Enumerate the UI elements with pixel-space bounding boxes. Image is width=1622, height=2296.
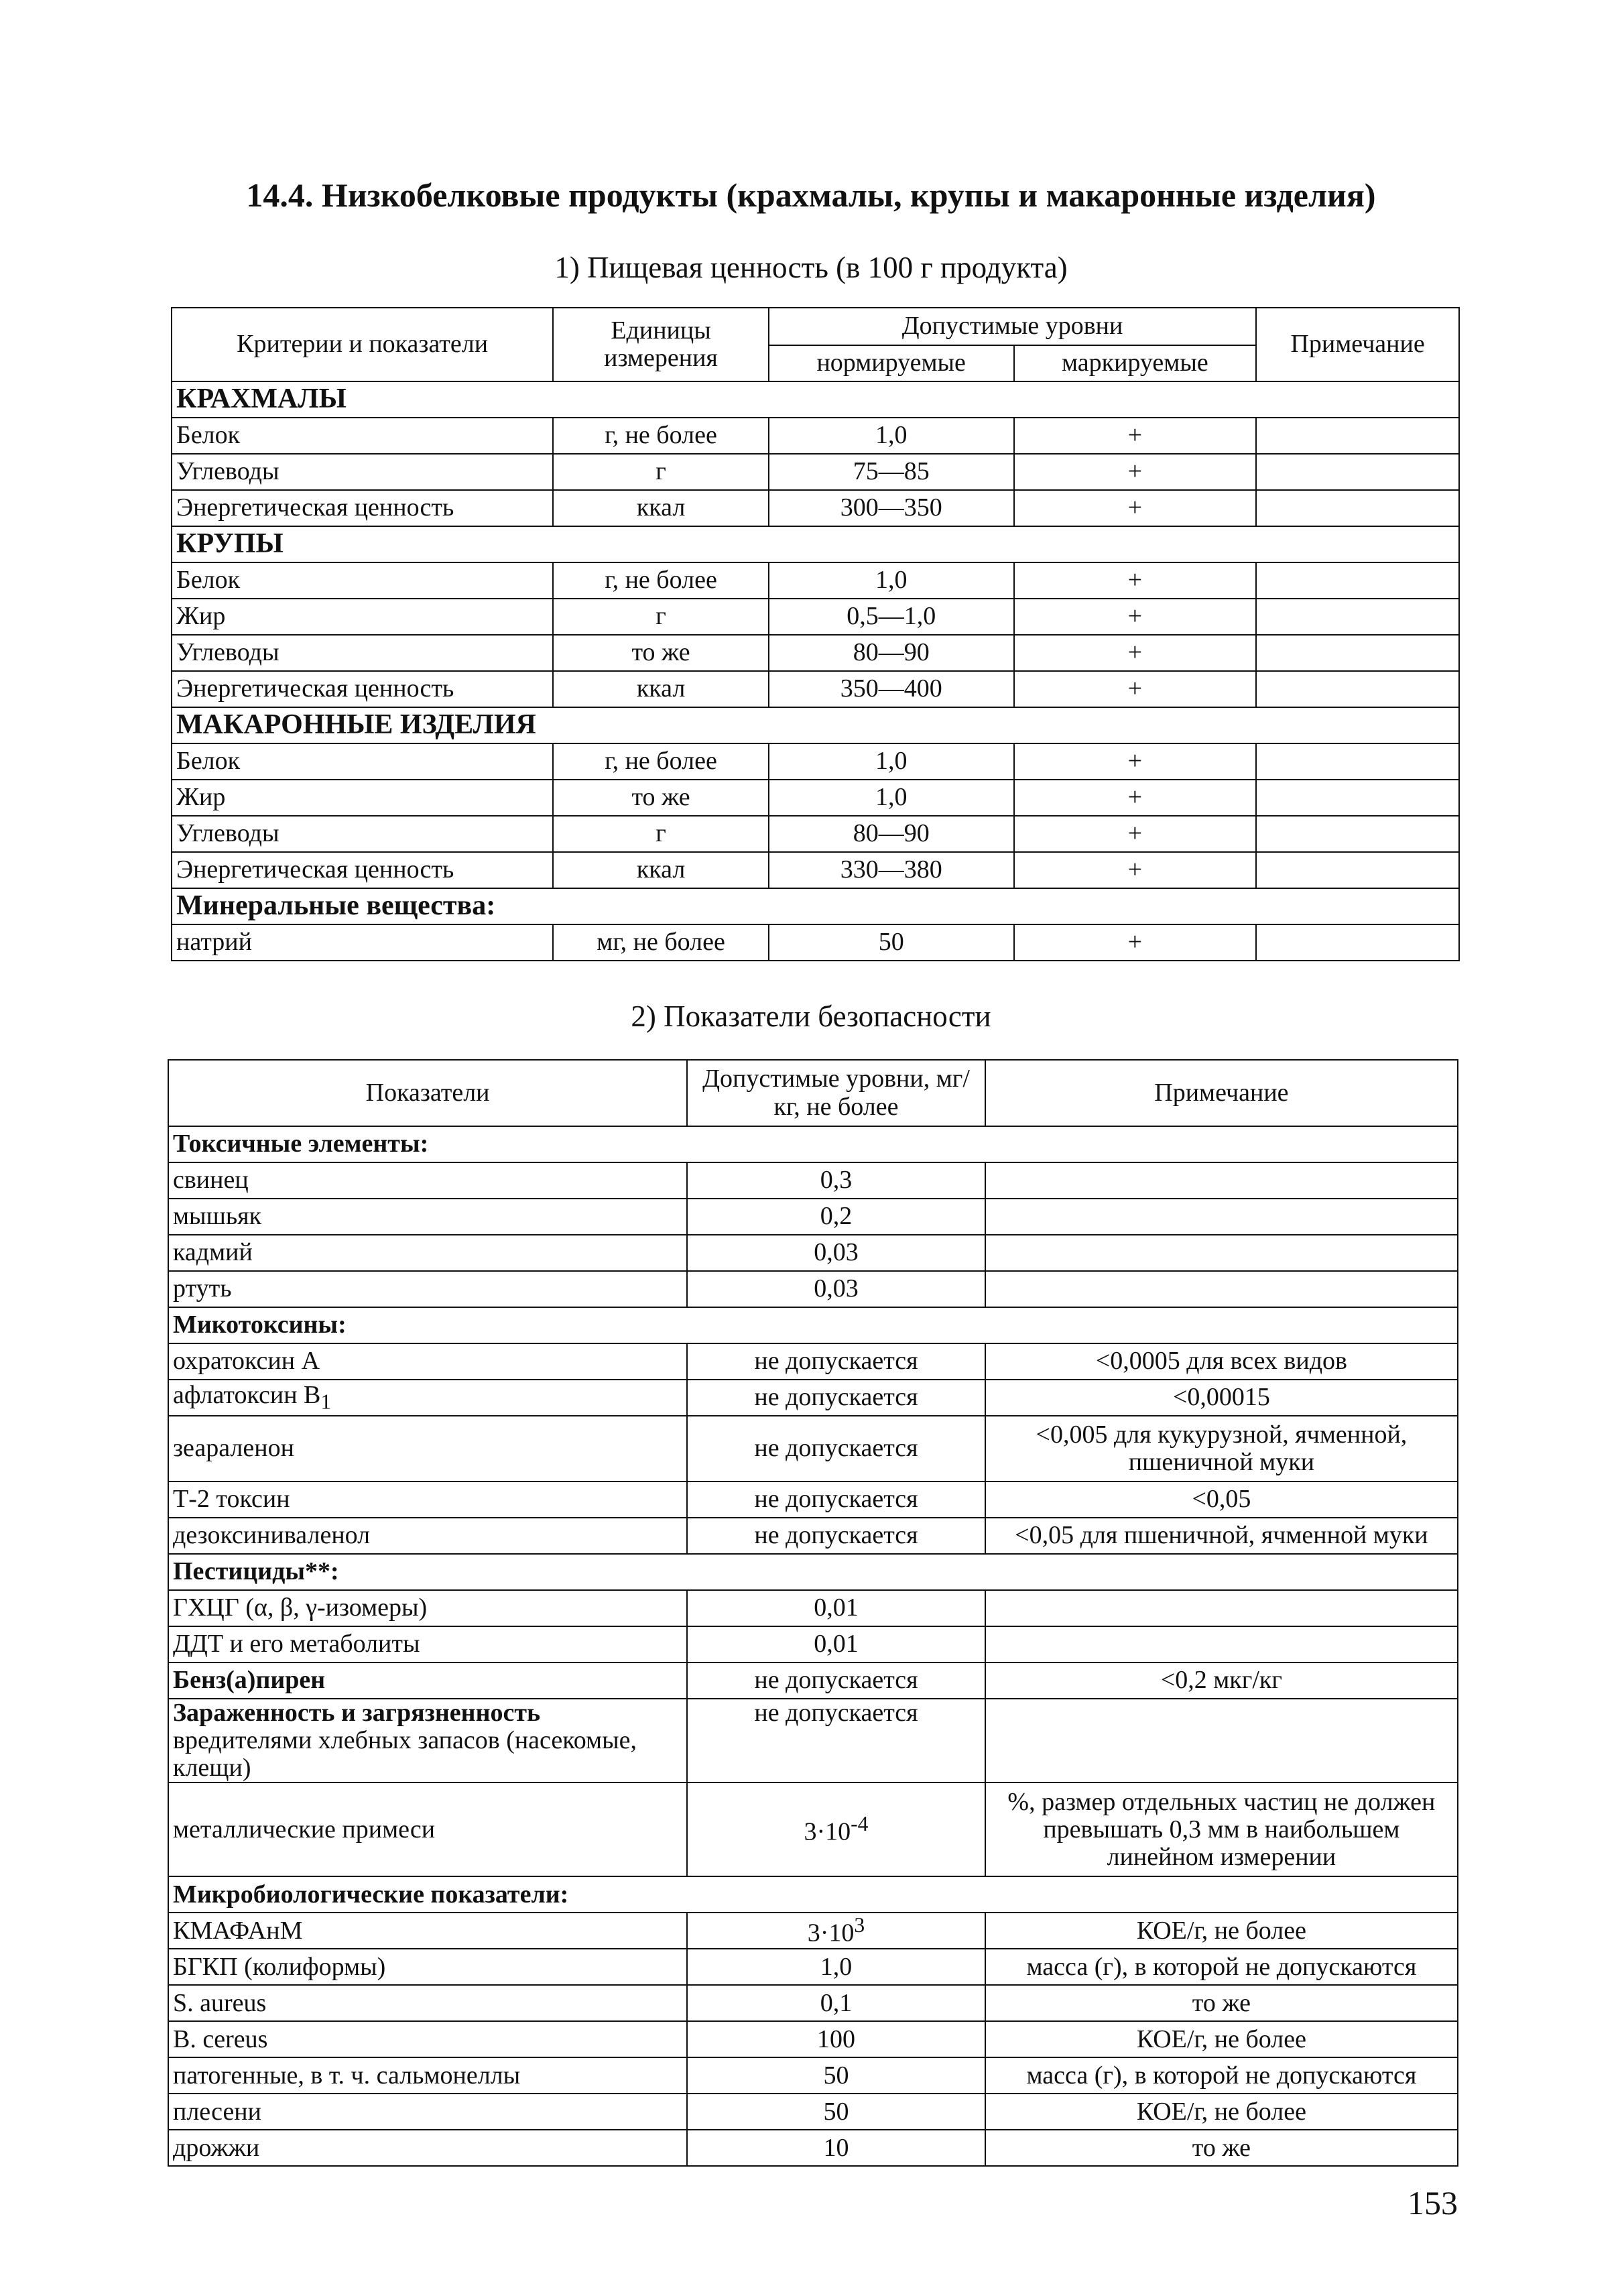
levels-header: Допустимые уровни <box>769 308 1256 345</box>
table-row <box>172 780 1459 816</box>
note-cell: <0,0005 для всех видов <box>985 1343 1458 1380</box>
note-cell <box>1256 454 1459 490</box>
section-row <box>172 888 1459 924</box>
note-cell <box>985 1162 1458 1199</box>
table-row <box>172 743 1459 780</box>
level-cell: не допускается <box>687 1518 985 1554</box>
indicator-cell: Т-2 токсин <box>168 1482 687 1518</box>
page-number: 153 <box>1408 2184 1458 2222</box>
table-row <box>168 2130 1458 2166</box>
table-row <box>168 1626 1458 1663</box>
table-row <box>172 490 1459 526</box>
table2-caption: 2) Показатели безопасности <box>631 1000 991 1033</box>
criterion-cell: Белок <box>172 418 553 454</box>
indicator-bold: Зараженность и загрязненность <box>173 1699 541 1727</box>
level-base: 3·10 <box>807 1919 855 1947</box>
normed-value-cell: 350—400 <box>769 671 1014 707</box>
levels-header: Допустимые уровни, мг/кг, не более <box>687 1060 985 1126</box>
indicator-cell: охратоксин А <box>168 1343 687 1380</box>
indicator-name: афлатоксин B <box>173 1381 321 1410</box>
table-row <box>168 1949 1458 1985</box>
indicator-cell: дезоксиниваленол <box>168 1518 687 1554</box>
note-cell: то же <box>985 2130 1458 2166</box>
table-row <box>172 599 1459 635</box>
table-row <box>168 1271 1458 1307</box>
indicator-cell: зеараленон <box>168 1416 687 1482</box>
level-cell: 0,01 <box>687 1626 985 1663</box>
level-cell: не допускается <box>687 1482 985 1518</box>
nutrition-table-body <box>172 381 1459 961</box>
marked-value-cell: + <box>1014 671 1257 707</box>
indicator-cell: свинец <box>168 1162 687 1199</box>
section-title: Микотоксины: <box>168 1307 1458 1343</box>
indicator-cell: БГКП (колиформы) <box>168 1949 687 1985</box>
table-row <box>168 1663 1458 1699</box>
level-cell: не допускается <box>687 1343 985 1380</box>
indicator-cell: ДДТ и его метаболиты <box>168 1626 687 1663</box>
unit-cell: ккал <box>553 852 769 888</box>
note-cell <box>1256 671 1459 707</box>
level-base: 3·10 <box>804 1817 851 1846</box>
unit-cell: г, не более <box>553 743 769 780</box>
marked-header: маркируемые <box>1014 345 1257 381</box>
marked-value-cell: + <box>1014 780 1257 816</box>
table-row <box>172 671 1459 707</box>
table-row <box>172 816 1459 852</box>
table-row <box>172 635 1459 671</box>
note-header: Примечание <box>1256 308 1459 381</box>
table1-caption: 1) Пищевая ценность (в 100 г продукта) <box>554 251 1068 284</box>
level-cell: не допускается <box>687 1663 985 1699</box>
section-row <box>168 1307 1458 1343</box>
table-row <box>168 1235 1458 1271</box>
note-cell <box>1256 816 1459 852</box>
section-title: Минеральные вещества: <box>172 888 1459 924</box>
indicator-cell <box>168 1699 687 1783</box>
level-cell: 0,03 <box>687 1271 985 1307</box>
note-cell: <0,005 для кукурузной, ячменной, пшеничной муки <box>985 1416 1458 1482</box>
section-title: МАКАРОННЫЕ ИЗДЕЛИЯ <box>172 707 1459 743</box>
unit-cell: г, не более <box>553 562 769 599</box>
criterion-cell: Жир <box>172 599 553 635</box>
table-row <box>168 1783 1458 1876</box>
exponent: -4 <box>851 1812 869 1836</box>
subscript: 1 <box>320 1390 332 1414</box>
level-cell: не допускается <box>687 1380 985 1416</box>
indicator-cell: металлические примеси <box>168 1783 687 1876</box>
table-row <box>168 1985 1458 2021</box>
page-title: 14.4. Низкобелковые продукты (крахмалы, крупы и макаронные изделия) <box>246 176 1376 214</box>
note-cell <box>985 1271 1458 1307</box>
criterion-cell: Белок <box>172 562 553 599</box>
criterion-cell: Углеводы <box>172 635 553 671</box>
normed-header: нормируемые <box>769 345 1014 381</box>
section-row <box>168 1876 1458 1913</box>
table-row <box>172 924 1459 961</box>
normed-value-cell: 1,0 <box>769 780 1014 816</box>
table-row <box>168 2021 1458 2057</box>
normed-value-cell: 1,0 <box>769 743 1014 780</box>
criterion-cell: Энергетическая ценность <box>172 671 553 707</box>
note-header: Примечание <box>985 1060 1458 1126</box>
marked-value-cell: + <box>1014 490 1257 526</box>
marked-value-cell: + <box>1014 743 1257 780</box>
note-cell: <0,05 <box>985 1482 1458 1518</box>
note-cell: <0,2 мкг/кг <box>985 1663 1458 1699</box>
criterion-cell: Жир <box>172 780 553 816</box>
section-title: Микробиологические показатели: <box>168 1876 1458 1913</box>
safety-table <box>168 1059 1458 2167</box>
normed-value-cell: 50 <box>769 924 1014 961</box>
indicator-cell: плесени <box>168 2094 687 2130</box>
table-row <box>168 1590 1458 1626</box>
unit-cell: г, не более <box>553 418 769 454</box>
indicator-cell <box>168 1380 687 1416</box>
note-cell: %, размер отдельных частиц не должен превышать 0,3 мм в наибольшем линейном измерении <box>985 1783 1458 1876</box>
marked-value-cell: + <box>1014 418 1257 454</box>
table-row <box>168 2057 1458 2094</box>
table-row <box>168 2094 1458 2130</box>
section-row <box>172 526 1459 562</box>
level-cell: 50 <box>687 2094 985 2130</box>
level-cell: 10 <box>687 2130 985 2166</box>
criterion-cell: Белок <box>172 743 553 780</box>
table-row <box>172 418 1459 454</box>
unit-cell: мг, не более <box>553 924 769 961</box>
safety-table-body <box>168 1126 1458 2166</box>
note-cell <box>1256 743 1459 780</box>
level-cell: 0,2 <box>687 1199 985 1235</box>
table-row <box>168 1482 1458 1518</box>
criteria-header: Критерии и показатели <box>172 308 553 381</box>
normed-value-cell: 1,0 <box>769 418 1014 454</box>
note-cell: КОЕ/г, не более <box>985 1913 1458 1949</box>
level-cell: 100 <box>687 2021 985 2057</box>
level-cell: 1,0 <box>687 1949 985 1985</box>
criterion-cell: Энергетическая ценность <box>172 490 553 526</box>
marked-value-cell: + <box>1014 635 1257 671</box>
note-cell: <0,00015 <box>985 1380 1458 1416</box>
unit-cell: ккал <box>553 490 769 526</box>
unit-cell: то же <box>553 635 769 671</box>
table-row <box>168 1199 1458 1235</box>
note-cell <box>985 1699 1458 1783</box>
normed-value-cell: 1,0 <box>769 562 1014 599</box>
section-title: КРАХМАЛЫ <box>172 381 1459 418</box>
indicator-cell: ГХЦГ (α, β, γ-изомеры) <box>168 1590 687 1626</box>
note-cell <box>1256 635 1459 671</box>
level-cell <box>687 1913 985 1949</box>
note-cell <box>985 1235 1458 1271</box>
unit-cell: г <box>553 816 769 852</box>
indicator-cell: B. cereus <box>168 2021 687 2057</box>
section-row <box>168 1126 1458 1162</box>
note-cell <box>1256 562 1459 599</box>
level-cell: 0,3 <box>687 1162 985 1199</box>
note-cell: КОЕ/г, не более <box>985 2021 1458 2057</box>
table-row <box>168 1343 1458 1380</box>
section-row <box>172 707 1459 743</box>
note-cell: КОЕ/г, не более <box>985 2094 1458 2130</box>
criterion-cell: натрий <box>172 924 553 961</box>
units-header: Единицы измерения <box>553 308 769 381</box>
table-row <box>172 562 1459 599</box>
note-cell <box>1256 490 1459 526</box>
unit-cell: то же <box>553 780 769 816</box>
indicator-cell: патогенные, в т. ч. сальмонеллы <box>168 2057 687 2094</box>
note-cell <box>1256 924 1459 961</box>
note-cell <box>1256 780 1459 816</box>
marked-value-cell: + <box>1014 816 1257 852</box>
section-title: Токсичные элементы: <box>168 1126 1458 1162</box>
level-cell: не допускается <box>687 1416 985 1482</box>
marked-value-cell: + <box>1014 924 1257 961</box>
indicator-cell: Бенз(а)пирен <box>168 1663 687 1699</box>
section-title: КРУПЫ <box>172 526 1459 562</box>
note-cell: то же <box>985 1985 1458 2021</box>
table-row <box>168 1518 1458 1554</box>
indicator-rest: вредителями хлебных запасов (насекомые, клещи) <box>173 1726 637 1783</box>
level-cell <box>687 1783 985 1876</box>
normed-value-cell: 300—350 <box>769 490 1014 526</box>
normed-value-cell: 80—90 <box>769 816 1014 852</box>
indicator-cell: КМАФАнМ <box>168 1913 687 1949</box>
section-row <box>168 1554 1458 1590</box>
level-cell: 50 <box>687 2057 985 2094</box>
table-row <box>172 454 1459 490</box>
unit-cell: г <box>553 599 769 635</box>
level-cell: 0,03 <box>687 1235 985 1271</box>
normed-value-cell: 80—90 <box>769 635 1014 671</box>
table-row <box>172 852 1459 888</box>
indicator-cell: мышьяк <box>168 1199 687 1235</box>
marked-value-cell: + <box>1014 852 1257 888</box>
note-cell: масса (г), в которой не допускаются <box>985 1949 1458 1985</box>
criterion-cell: Углеводы <box>172 816 553 852</box>
level-cell: 0,01 <box>687 1590 985 1626</box>
note-cell <box>1256 852 1459 888</box>
table-row <box>168 1380 1458 1416</box>
marked-value-cell: + <box>1014 562 1257 599</box>
unit-cell: г <box>553 454 769 490</box>
table-row <box>168 1699 1458 1783</box>
criterion-cell: Углеводы <box>172 454 553 490</box>
indicator-cell: S. aureus <box>168 1985 687 2021</box>
indicator-cell: кадмий <box>168 1235 687 1271</box>
indicator-cell: ртуть <box>168 1271 687 1307</box>
table-row <box>168 1416 1458 1482</box>
note-cell: <0,05 для пшеничной, ячменной муки <box>985 1518 1458 1554</box>
note-cell <box>985 1626 1458 1663</box>
marked-value-cell: + <box>1014 454 1257 490</box>
normed-value-cell: 75—85 <box>769 454 1014 490</box>
section-title: Пестициды**: <box>168 1554 1458 1590</box>
note-cell: масса (г), в которой не допускаются <box>985 2057 1458 2094</box>
marked-value-cell: + <box>1014 599 1257 635</box>
exponent: 3 <box>854 1913 865 1937</box>
note-cell <box>1256 418 1459 454</box>
section-row <box>172 381 1459 418</box>
level-cell: не допускается <box>687 1699 985 1783</box>
table-row <box>168 1913 1458 1949</box>
indicator-header: Показатели <box>168 1060 687 1126</box>
note-cell <box>1256 599 1459 635</box>
normed-value-cell: 0,5—1,0 <box>769 599 1014 635</box>
criterion-cell: Энергетическая ценность <box>172 852 553 888</box>
nutrition-table <box>171 307 1460 961</box>
indicator-cell: дрожжи <box>168 2130 687 2166</box>
note-cell <box>985 1590 1458 1626</box>
note-cell <box>985 1199 1458 1235</box>
table-row <box>168 1162 1458 1199</box>
unit-cell: ккал <box>553 671 769 707</box>
normed-value-cell: 330—380 <box>769 852 1014 888</box>
level-cell: 0,1 <box>687 1985 985 2021</box>
